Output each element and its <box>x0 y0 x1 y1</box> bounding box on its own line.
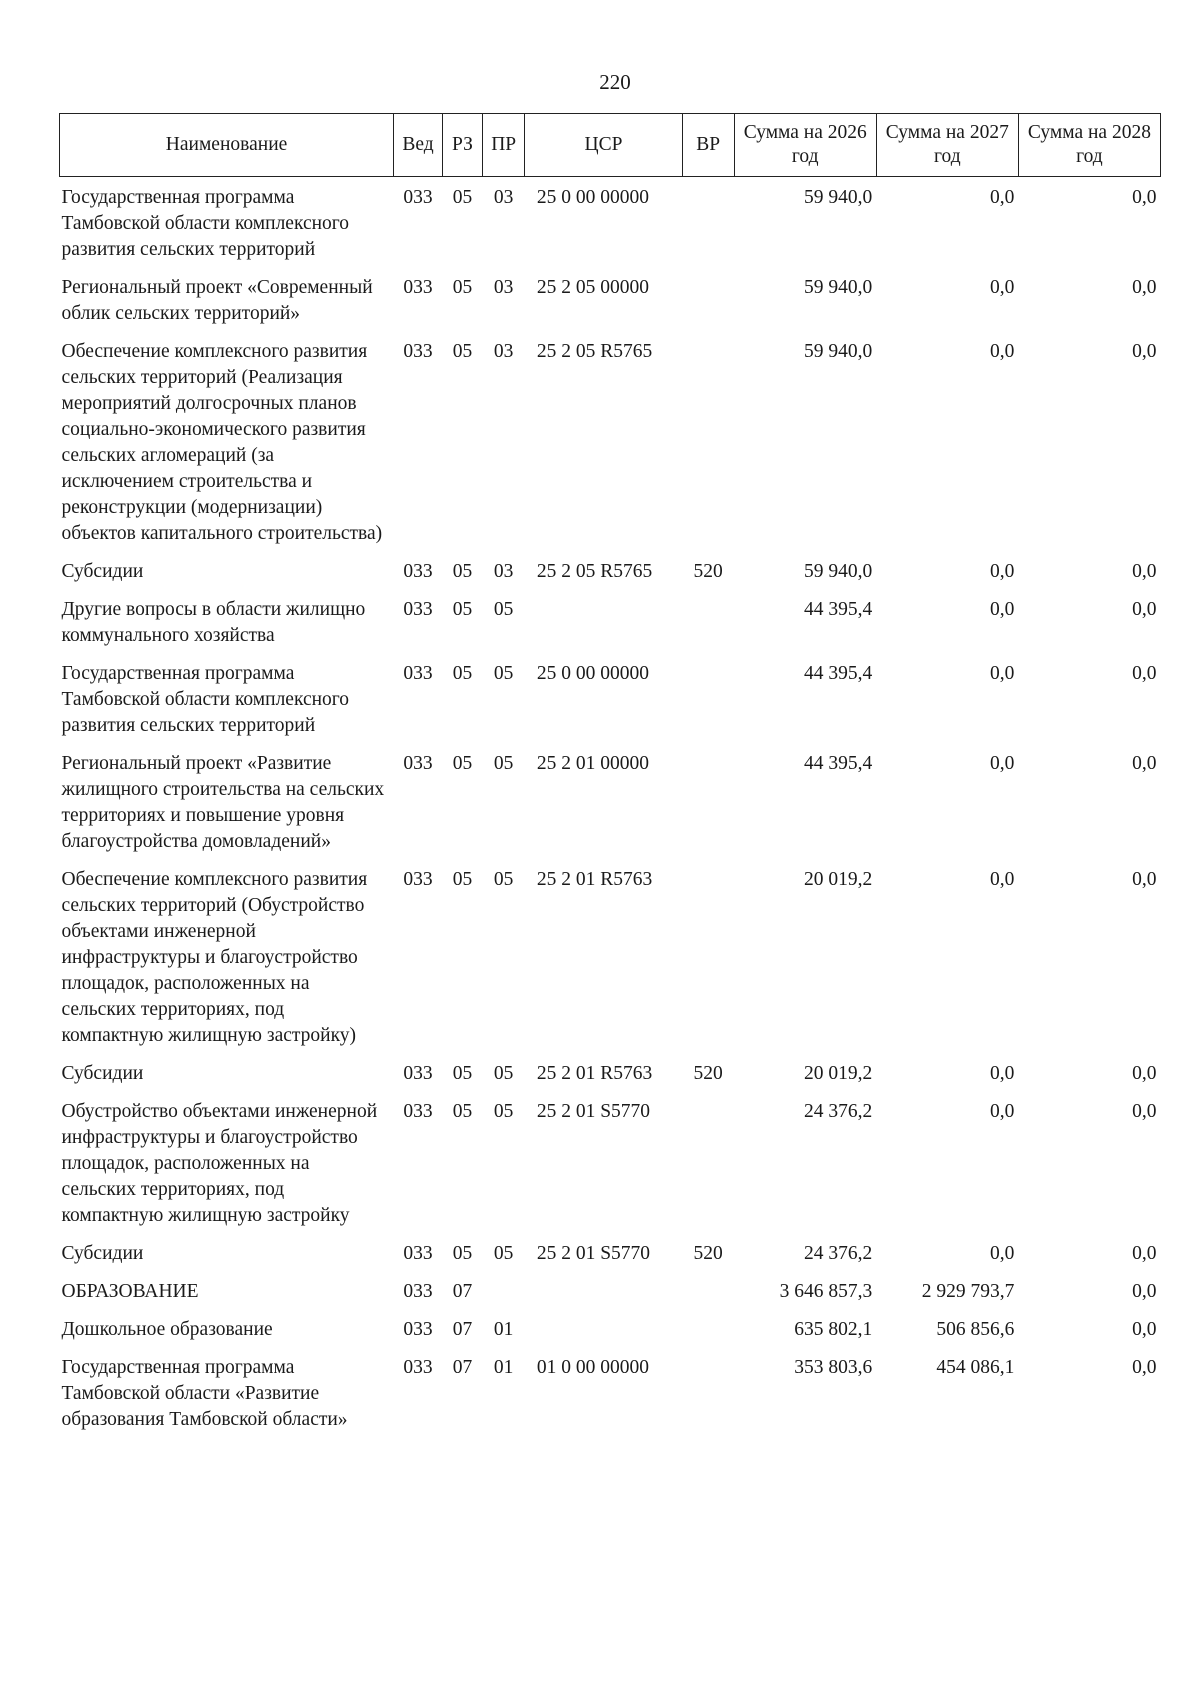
cell-ved: 033 <box>403 663 433 684</box>
cell-ved: 033 <box>403 753 433 774</box>
cell-rz: 05 <box>452 277 473 298</box>
cell-name: Субсидии <box>61 1243 144 1264</box>
cell-pr: 01 <box>493 1357 514 1378</box>
table-row <box>60 1271 1161 1309</box>
cell-ved: 033 <box>403 1243 433 1264</box>
cell-pr: 05 <box>493 869 514 890</box>
cell-ved: 033 <box>403 187 433 208</box>
cell-ved: 033 <box>403 1281 433 1302</box>
table-row <box>60 589 1161 653</box>
cell-sum-2027: 0,0 <box>989 599 1015 620</box>
header-ved: Вед <box>394 114 443 177</box>
cell-pr: 01 <box>493 1319 514 1340</box>
cell-vr <box>682 1347 734 1437</box>
cell-ved: 033 <box>403 869 433 890</box>
cell-vr <box>682 859 734 1053</box>
cell-name: Региональный проект «Развитие жилищного строительства на сельских территориях и повышение уровня благоустройства домовладений» <box>61 753 385 852</box>
table-header-row <box>60 114 1161 177</box>
cell-name: Субсидии <box>61 561 144 582</box>
cell-rz: 07 <box>452 1357 473 1378</box>
header-name: Наименование <box>60 114 394 177</box>
cell-vr <box>682 1271 734 1309</box>
cell-vr <box>682 743 734 859</box>
cell-pr: 05 <box>493 1063 514 1084</box>
cell-vr <box>682 653 734 743</box>
cell-vr <box>682 331 734 551</box>
cell-sum-2026: 3 646 857,3 <box>779 1281 873 1302</box>
header-vr: ВР <box>682 114 734 177</box>
cell-ved: 033 <box>403 341 433 362</box>
cell-sum-2026: 20 019,2 <box>804 869 873 890</box>
header-csr: ЦСР <box>525 114 682 177</box>
cell-name: Государственная программа Тамбовской области комплексного развития сельских территорий <box>61 663 350 736</box>
cell-sum-2027: 0,0 <box>989 277 1015 298</box>
cell-vr <box>682 589 734 653</box>
cell-sum-2028: 0,0 <box>1132 599 1157 620</box>
table-row <box>60 653 1161 743</box>
cell-name: Государственная программа Тамбовской области комплексного развития сельских территорий <box>61 187 350 260</box>
cell-sum-2028: 0,0 <box>1132 753 1157 774</box>
cell-sum-2026: 59 940,0 <box>804 277 873 298</box>
cell-sum-2027: 0,0 <box>989 753 1015 774</box>
cell-sum-2027: 0,0 <box>989 187 1015 208</box>
cell-sum-2026: 635 802,1 <box>794 1319 873 1340</box>
cell-sum-2027: 0,0 <box>989 869 1015 890</box>
cell-pr: 03 <box>493 341 514 362</box>
cell-sum-2026: 44 395,4 <box>804 753 873 774</box>
cell-pr: 05 <box>493 1101 514 1122</box>
table-row <box>60 859 1161 1053</box>
cell-rz: 05 <box>452 663 473 684</box>
cell-ved: 033 <box>403 1319 433 1340</box>
cell-sum-2028: 0,0 <box>1132 1319 1157 1340</box>
cell-csr: 25 2 01 S5770 <box>536 1101 651 1122</box>
cell-sum-2028: 0,0 <box>1132 277 1157 298</box>
table-row <box>60 177 1161 268</box>
cell-sum-2026: 59 940,0 <box>804 561 873 582</box>
cell-sum-2028: 0,0 <box>1132 869 1157 890</box>
cell-pr: 03 <box>493 277 514 298</box>
cell-pr: 05 <box>493 753 514 774</box>
cell-rz: 05 <box>452 869 473 890</box>
cell-rz: 07 <box>452 1281 473 1302</box>
cell-sum-2028: 0,0 <box>1132 1281 1157 1302</box>
cell-sum-2026: 59 940,0 <box>804 187 873 208</box>
cell-csr <box>525 589 682 653</box>
cell-sum-2026: 353 803,6 <box>794 1357 873 1378</box>
table-row <box>60 1091 1161 1233</box>
cell-rz: 05 <box>452 599 473 620</box>
cell-ved: 033 <box>403 1101 433 1122</box>
cell-sum-2028: 0,0 <box>1132 1063 1157 1084</box>
cell-name: Другие вопросы в области жилищно коммунального хозяйства <box>61 599 366 646</box>
cell-sum-2026: 59 940,0 <box>804 341 873 362</box>
cell-ved: 033 <box>403 277 433 298</box>
cell-rz: 05 <box>452 1243 473 1264</box>
header-sum-2026: Сумма на 2026 год <box>734 114 876 177</box>
page-number: 220 <box>599 70 631 94</box>
table-row <box>60 267 1161 331</box>
cell-sum-2027: 454 086,1 <box>936 1357 1015 1378</box>
cell-sum-2028: 0,0 <box>1132 1357 1157 1378</box>
cell-rz: 07 <box>452 1319 473 1340</box>
cell-sum-2028: 0,0 <box>1132 187 1157 208</box>
cell-rz: 05 <box>452 187 473 208</box>
table-body <box>60 177 1161 1438</box>
cell-sum-2027: 0,0 <box>989 663 1015 684</box>
cell-csr <box>525 1271 682 1309</box>
cell-vr <box>682 1091 734 1233</box>
cell-sum-2027: 0,0 <box>989 561 1015 582</box>
table-row <box>60 551 1161 589</box>
cell-sum-2027: 2 929 793,7 <box>921 1281 1015 1302</box>
budget-table <box>59 113 1161 1437</box>
cell-rz: 05 <box>452 753 473 774</box>
cell-sum-2027: 0,0 <box>989 1101 1015 1122</box>
cell-sum-2027: 0,0 <box>989 341 1015 362</box>
cell-rz: 05 <box>452 1101 473 1122</box>
cell-sum-2028: 0,0 <box>1132 341 1157 362</box>
cell-ved: 033 <box>403 599 433 620</box>
header-sum-2027: Сумма на 2027 год <box>876 114 1018 177</box>
cell-pr: 05 <box>493 599 514 620</box>
cell-csr: 25 0 00 00000 <box>536 663 649 684</box>
cell-csr <box>525 1309 682 1347</box>
table-row <box>60 331 1161 551</box>
cell-csr: 25 2 01 S5770 <box>536 1243 651 1264</box>
cell-sum-2026: 24 376,2 <box>804 1243 873 1264</box>
cell-name: ОБРАЗОВАНИЕ <box>61 1281 199 1302</box>
cell-ved: 033 <box>403 1063 433 1084</box>
cell-pr <box>483 1271 525 1309</box>
cell-sum-2027: 0,0 <box>989 1243 1015 1264</box>
cell-sum-2027: 506 856,6 <box>936 1319 1015 1340</box>
cell-vr <box>682 267 734 331</box>
cell-sum-2028: 0,0 <box>1132 1243 1157 1264</box>
cell-csr: 25 2 05 00000 <box>536 277 649 298</box>
cell-name: Государственная программа Тамбовской области «Развитие образования Тамбовской области» <box>61 1357 348 1430</box>
cell-name: Субсидии <box>61 1063 144 1084</box>
cell-csr: 25 2 05 R5765 <box>536 341 653 362</box>
cell-ved: 033 <box>403 1357 433 1378</box>
header-pr: ПР <box>483 114 525 177</box>
cell-sum-2026: 44 395,4 <box>804 599 873 620</box>
cell-rz: 05 <box>452 341 473 362</box>
cell-name: Обеспечение комплексного развития сельских территорий (Реализация мероприятий долгосрочных планов социально-экономического развития сельских агломераций (за исключением строительства и реконструкции (модернизации) объектов капитального строительства) <box>61 341 383 544</box>
table-row <box>60 1347 1161 1437</box>
cell-name: Региональный проект «Современный облик сельских территорий» <box>61 277 373 324</box>
table-row <box>60 1053 1161 1091</box>
cell-sum-2026: 44 395,4 <box>804 663 873 684</box>
header-sum-2028: Сумма на 2028 год <box>1018 114 1160 177</box>
cell-name: Дошкольное образование <box>61 1319 273 1340</box>
table-row <box>60 743 1161 859</box>
cell-csr: 25 2 01 00000 <box>536 753 649 774</box>
cell-ved: 033 <box>403 561 433 582</box>
cell-vr <box>682 1309 734 1347</box>
cell-csr: 25 0 00 00000 <box>536 187 649 208</box>
cell-pr: 03 <box>493 187 514 208</box>
cell-sum-2028: 0,0 <box>1132 561 1157 582</box>
cell-sum-2028: 0,0 <box>1132 663 1157 684</box>
cell-name: Обеспечение комплексного развития сельских территорий (Обустройство объектами инженерной инфраструктуры и благоустройство площадок, расположенных на сельских территориях, под компактную жилищную застройку) <box>61 869 368 1046</box>
cell-vr: 520 <box>693 1063 723 1084</box>
cell-csr: 25 2 01 R5763 <box>536 869 653 890</box>
cell-csr: 25 2 01 R5763 <box>536 1063 653 1084</box>
cell-csr: 01 0 00 00000 <box>536 1357 649 1378</box>
table-row <box>60 1233 1161 1271</box>
header-rz: РЗ <box>442 114 482 177</box>
cell-name: Обустройство объектами инженерной инфраструктуры и благоустройство площадок, расположенных на сельских территориях, под компактную жилищную застройку <box>61 1101 378 1226</box>
cell-csr: 25 2 05 R5765 <box>536 561 653 582</box>
cell-vr: 520 <box>693 561 723 582</box>
table-row <box>60 1309 1161 1347</box>
cell-pr: 05 <box>493 1243 514 1264</box>
cell-sum-2028: 0,0 <box>1132 1101 1157 1122</box>
cell-pr: 03 <box>493 561 514 582</box>
cell-vr: 520 <box>693 1243 723 1264</box>
cell-rz: 05 <box>452 1063 473 1084</box>
cell-sum-2026: 20 019,2 <box>804 1063 873 1084</box>
cell-rz: 05 <box>452 561 473 582</box>
cell-sum-2026: 24 376,2 <box>804 1101 873 1122</box>
cell-vr <box>682 177 734 268</box>
cell-sum-2027: 0,0 <box>989 1063 1015 1084</box>
cell-pr: 05 <box>493 663 514 684</box>
